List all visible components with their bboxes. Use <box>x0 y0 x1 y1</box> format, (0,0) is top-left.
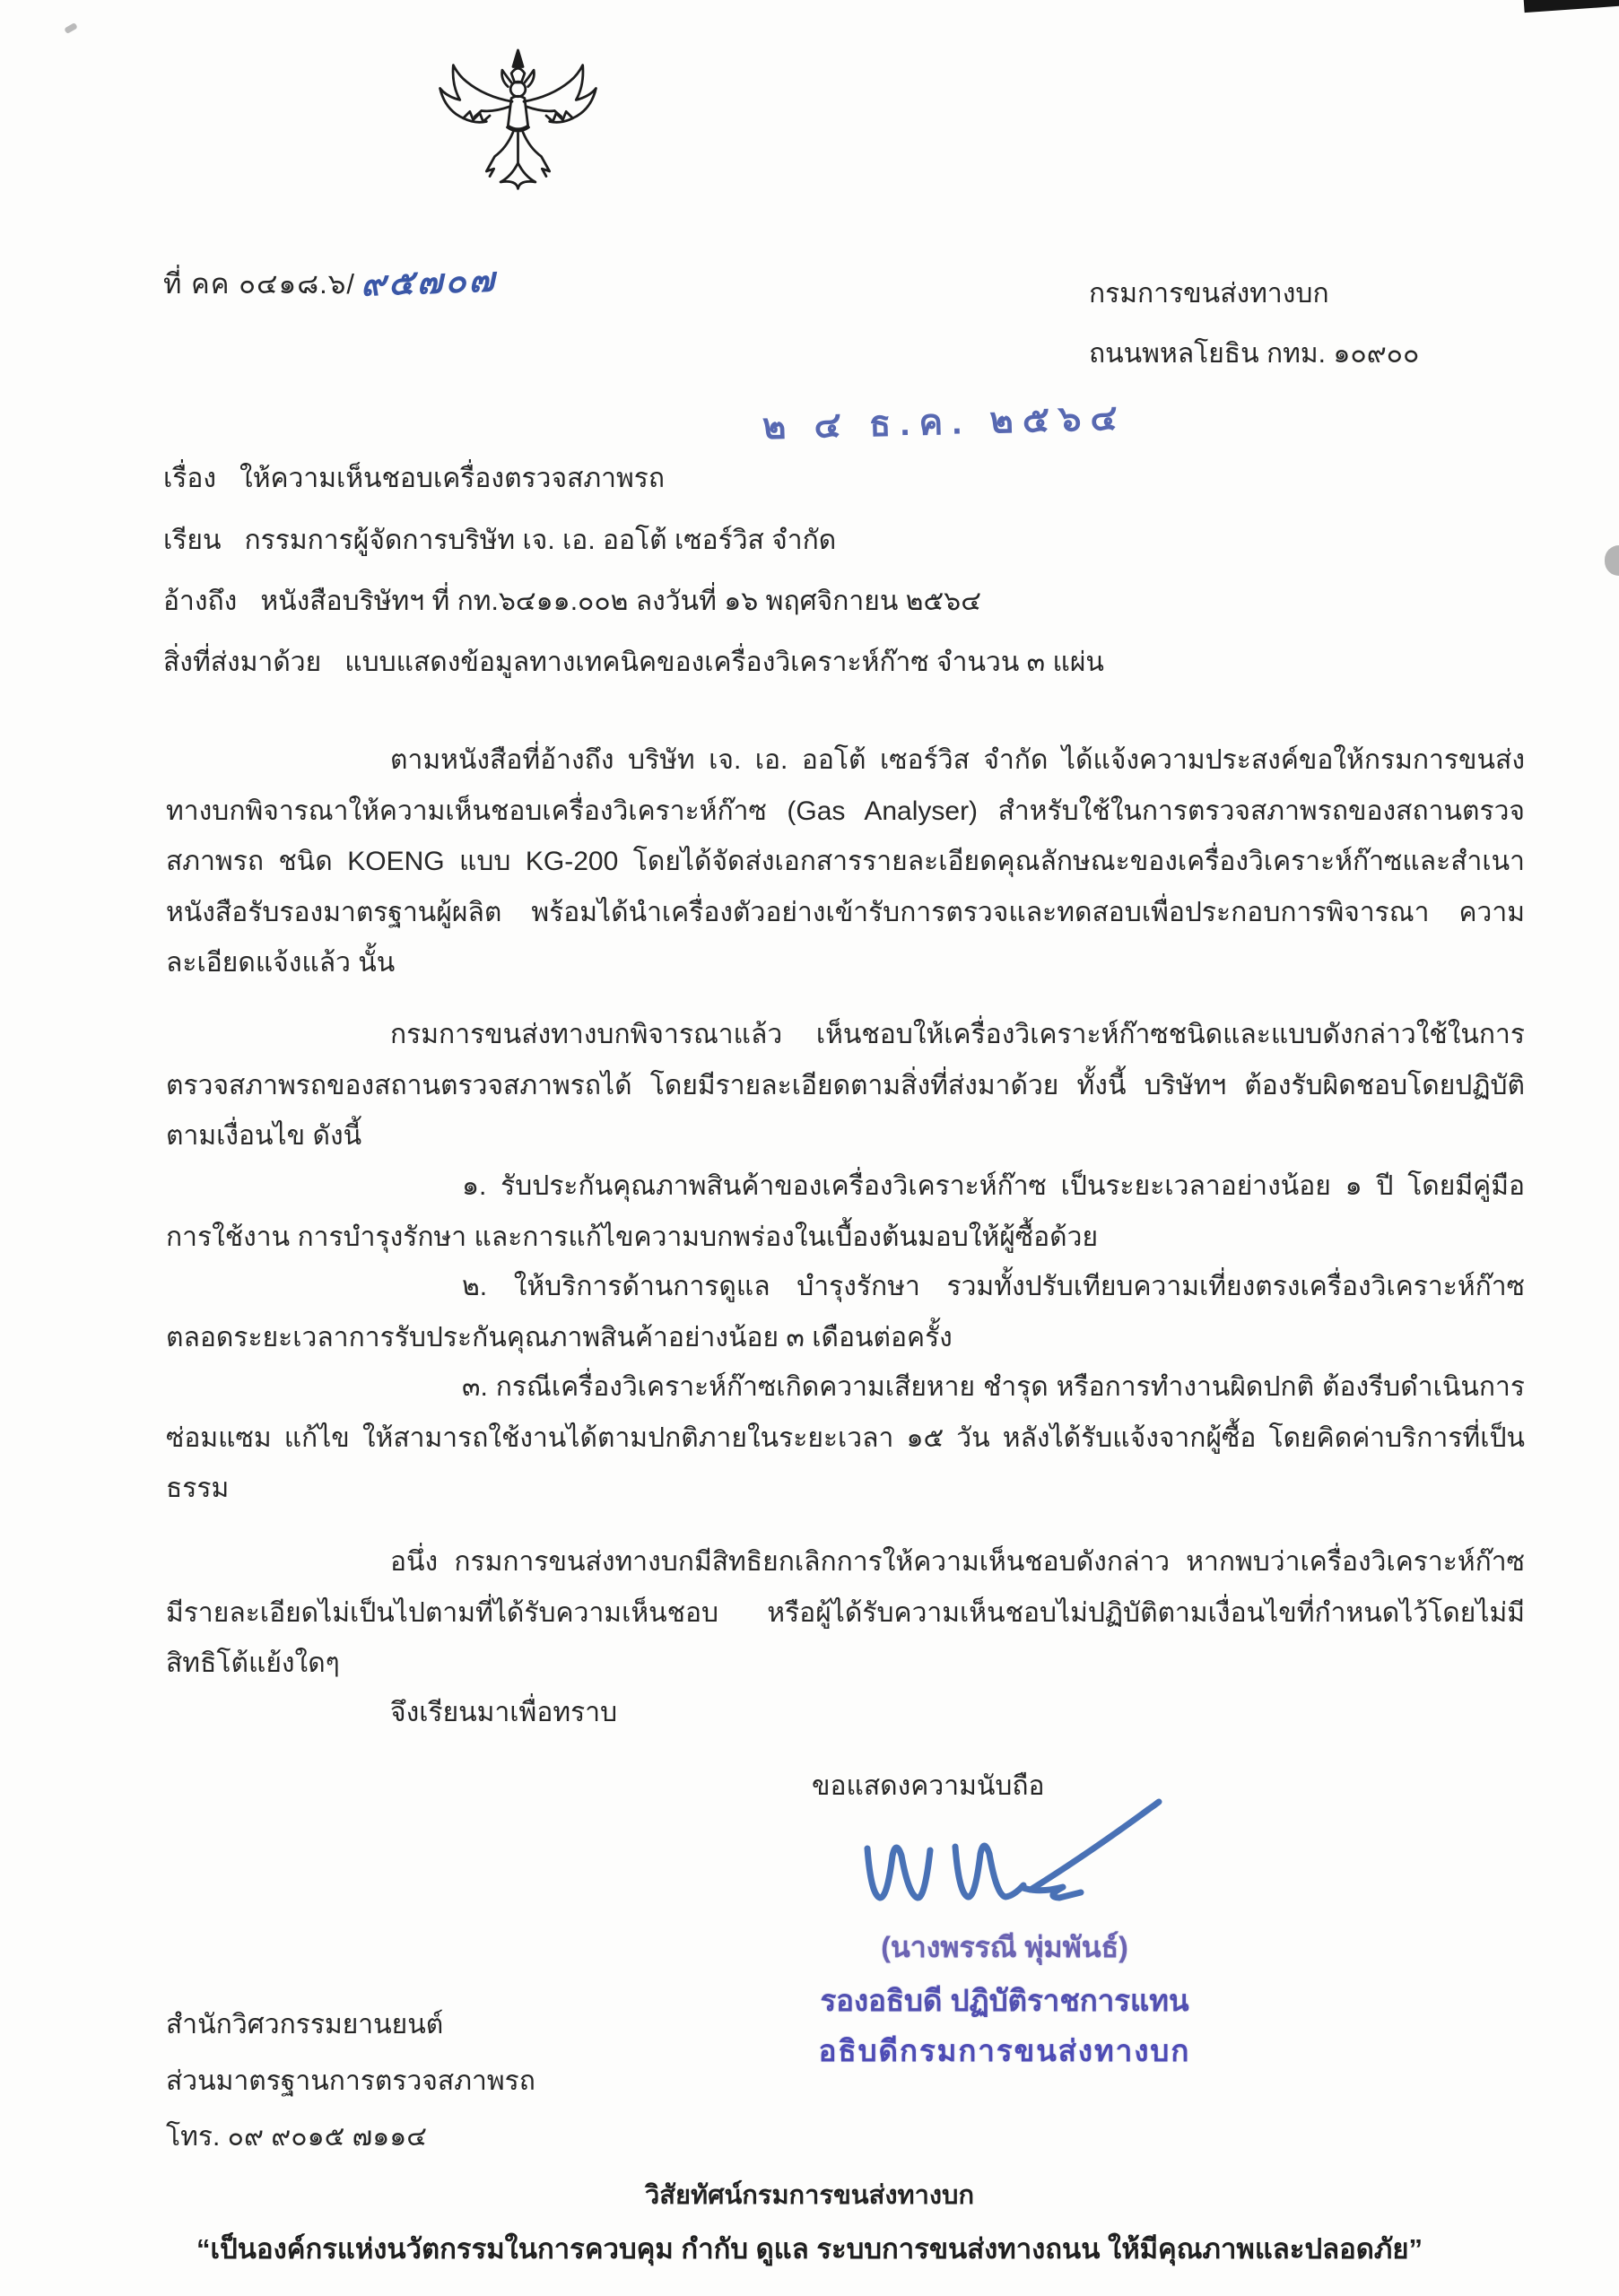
scan-artifact-top-left <box>64 22 78 34</box>
condition-1: ๑. รับประกันคุณภาพสินค้าของเครื่องวิเคราะห์ก๊าซ เป็นระยะเวลาอย่างน้อย ๑ ปี โดยมีคู่มือการใช้งาน การบำรุงรักษา และการแก้ไขความบกพร่องในเบื้องต้นมอบให้ผู้ซื้อด้วย <box>166 1171 1525 1252</box>
garuda-emblem-icon <box>435 45 601 220</box>
condition-2: ๒. ให้บริการด้านการดูแล บำรุงรักษา รวมทั้งปรับเทียบความเที่ยงตรงเครื่องวิเคราะห์ก๊าซตลอดระยะเวลาการรับประกันคุณภาพสินค้าอย่างน้อย ๓ เดือนต่อครั้ง <box>166 1272 1525 1352</box>
doc-number-handwritten: ๙๕๗๐๗ <box>360 261 498 304</box>
paragraph-revocation: อนึ่ง กรมการขนส่งทางบกมีสิทธิยกเลิกการให้ความเห็นชอบดังกล่าว หากพบว่าเครื่องวิเคราะห์ก๊าซมีรายละเอียดไม่เป็นไปตามที่ได้รับความเห็นชอบ หรือผู้ได้รับความเห็นชอบไม่ปฏิบัติตามเงื่อนไขที่กำหนดไว้โดยไม่มีสิทธิโต้แย้งใดๆ <box>166 1547 1525 1678</box>
doc-number-printed: ที่ คค ๐๔๑๘.๖/ <box>163 268 356 300</box>
signer-title-stamp-1: รองอธิบดี ปฏิบัติราชการแทน <box>820 1984 1189 2017</box>
scan-artifact-top-right <box>1524 0 1619 13</box>
closing-line: จึงเรียนมาเพื่อทราบ <box>390 1698 618 1727</box>
vision-quote: “เป็นองค์กรแห่งนวัตกรรมในการควบคุม กำกับ ดูแล ระบบการขนส่งทางถนน ให้มีคุณภาพและปลอดภัย” <box>196 2233 1423 2265</box>
office-phone: โทร. ๐๙ ๙๐๑๕ ๗๑๑๔ <box>166 2122 428 2152</box>
scan-artifact-right-edge <box>1605 545 1619 576</box>
paragraph-reference-intro: ตามหนังสือที่อ้างถึง บริษัท เจ. เอ. ออโต้ เซอร์วิส จำกัด ได้แจ้งความประสงค์ขอให้กรมการขนส่งทางบกพิจารณาให้ความเห็นชอบเครื่องวิเคราะห์ก๊าซ (Gas Analyser) สำหรับใช้ในการตรวจสภาพรถของสถานตรวจสภาพรถ ชนิด KOENG แบบ KG-200 โดยได้จัดส่งเอกสารรายละเอียดคุณลักษณะของเครื่องวิเคราะห์ก๊าซและสำเนาหนังสือรับรองมาตรฐานผู้ผลิต พร้อมได้นำเครื่องตัวอย่างเข้ารับการตรวจและทดสอบเพื่อประกอบการพิจารณา ความละเอียดแจ้งแล้ว นั้น <box>166 745 1525 978</box>
signature-icon <box>848 1798 1197 1928</box>
office-division: ส่วนมาตรฐานการตรวจสภาพรถ <box>166 2066 535 2096</box>
office-bureau: สำนักวิศวกรรมยานยนต์ <box>166 2010 444 2039</box>
agency-name: กรมการขนส่งทางบก <box>1089 279 1329 309</box>
attachment-value: แบบแสดงข้อมูลทางเทคนิคของเครื่องวิเคราะห์ก๊าซ จำนวน ๓ แผ่น <box>344 648 1104 677</box>
subject-value: ให้ความเห็นชอบเครื่องตรวจสภาพรถ <box>239 464 666 493</box>
subject-label: เรื่อง <box>163 464 217 493</box>
attachment-line <box>163 645 1104 681</box>
to-line <box>163 523 836 559</box>
paragraph-approval: กรมการขนส่งทางบกพิจารณาแล้ว เห็นชอบให้เครื่องวิเคราะห์ก๊าซชนิดและแบบดังกล่าวใช้ในการตรวจสภาพรถของสถานตรวจสภาพรถได้ โดยมีรายละเอียดตามสิ่งที่ส่งมาด้วย ทั้งนี้ บริษัทฯ ต้องรับผิดชอบโดยปฏิบัติตามเงื่อนไข ดังนี้ <box>166 1020 1525 1151</box>
subject-line <box>163 461 665 497</box>
condition-3: ๓. กรณีเครื่องวิเคราะห์ก๊าซเกิดความเสียหาย ชำรุด หรือการทำงานผิดปกติ ต้องรีบดำเนินการซ่อมแซม แก้ไข ให้สามารถใช้งานได้ตามปกติภายในระยะเวลา ๑๕ วัน หลังได้รับแจ้งจากผู้ซื้อ โดยคิดค่าบริการที่เป็นธรรม <box>166 1372 1525 1503</box>
date-stamp: ๒ ๔ ธ.ค. ๒๕๖๔ <box>762 397 1127 448</box>
agency-address: ถนนพหลโยธิน กทม. ๑๐๙๐๐ <box>1089 339 1420 369</box>
attachment-label: สิ่งที่ส่งมาด้วย <box>163 648 322 677</box>
vision-title: วิสัยทัศน์กรมการขนส่งทางบก <box>644 2181 975 2210</box>
reference-value: หนังสือบริษัทฯ ที่ กท.๖๔๑๑.๐๐๒ ลงวันที่ ๑๖ พฤศจิกายน ๒๕๖๔ <box>260 587 981 616</box>
salutation: ขอแสดงความนับถือ <box>812 1771 1045 1801</box>
doc-number-line <box>163 261 498 304</box>
reference-line <box>163 584 981 620</box>
to-label: เรียน <box>163 526 222 555</box>
signer-title-stamp-2: อธิบดีกรมการขนส่งทางบก <box>818 2034 1191 2067</box>
to-value: กรรมการผู้จัดการบริษัท เจ. เอ. ออโต้ เซอร์วิส จำกัด <box>244 526 837 555</box>
signer-name-stamp: (นางพรรณี พุ่มพันธ์) <box>881 1931 1128 1963</box>
reference-label: อ้างถึง <box>163 587 238 616</box>
